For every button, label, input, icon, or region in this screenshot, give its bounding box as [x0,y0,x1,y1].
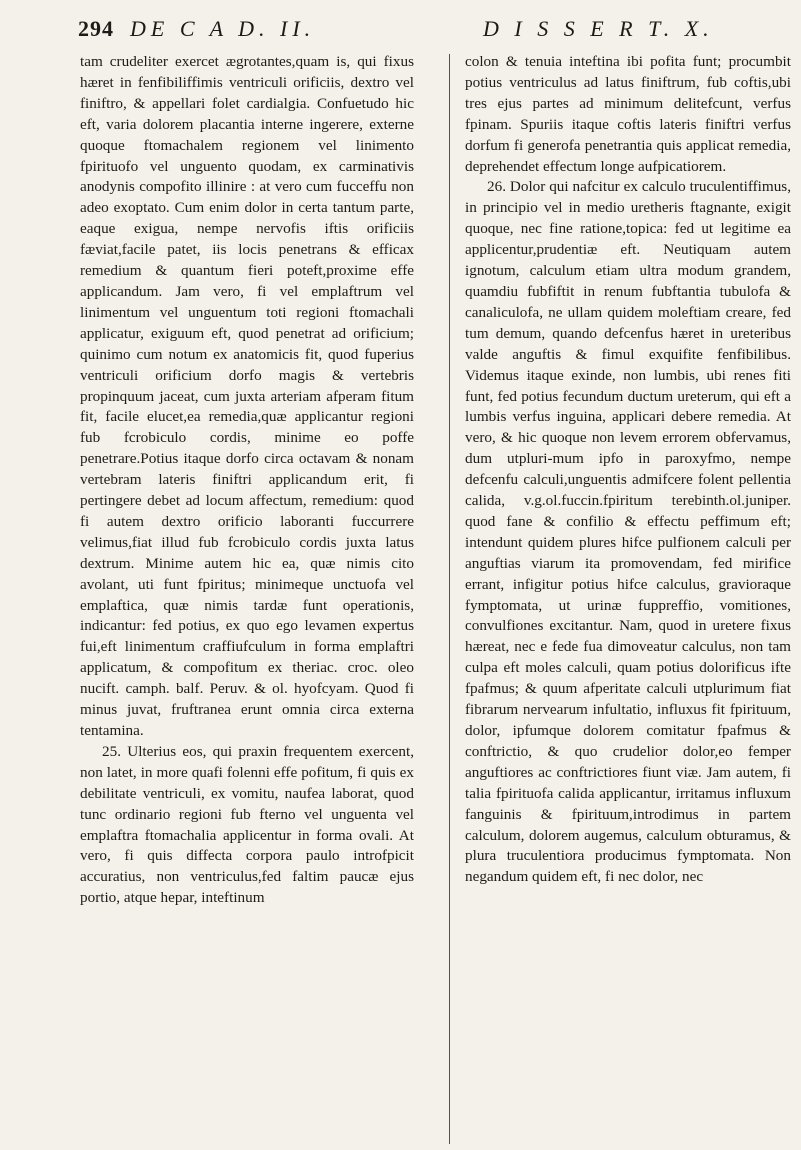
paragraph-26: 26. Dolor qui nafcitur ex calculo truculentiffimus, in principio vel in medio uretheris ftagnante, exigit quoque, nec fine ratione,topica: fed ut legitime ea applicentur,prudentiæ eft. Neutiquam autem ignotum, calculum etiam ultra modum grandem, quamdiu fubfiftit in renum fubftantia tubulofa & canaliculofa, ne ullam quidem moleftiam creare, fed tum demum, quando defcenfus hæret in ureteribus valde anguftis & fimul exquifite fenfibilibus. Videmus itaque exinde, non lumbis, ubi renes fiti funt, fed potius fecundum ductum ureterum, qui eft a lumbis verfus inguina, applicari debere remedia. At vero, & hic quoque non levem errorem obfervamus, dum utpluri-mum ipfo in paroxyfmo, nempe defcenfu calculi,unguentis admifcere folent pellentia calida, v.g.ol.fuccin.fpiritum terebinth.ol.juniper. quod fane & confilio & effectu peffimum eft; intendunt quidem plures hifce pulfionem calculi per anguftias viarum ita promovendam, fed mirifice errant, infigitur potius hifce calculus, gravioraque fymptomata, ut urinæ fuppreffio, vomitiones, convulfiones excitantur. Nam, quod in uretere fixus hæreat, nec e fede fua dimoveatur calculus, non tam culpa eft moles calculi, quam potius dolorificus ifte fpafmus; & quum afperitate calculi utplurimum fiat fibrarum nervearum infultatio, influxus fit fpirituum, dolor, ipfumque dolorem comitatur fpafmus & conftrictio, & quo crudelior dolor,eo femper anguftiores ac conftrictiores fiunt viæ. Jam autem, fi talia fpirituofa calida applicantur, irritamus influxum fanguinis & fpirituum,introdimus in partem calculum, dolorem augemus, calculum obturamus, & plura truculentiora producimus fymptomata. Non negandum quidem eft, fi nec dolor, nec [465,178,791,886]
page-number: 294 [78,16,114,41]
paragraph: colon & tenuia inteftina ibi pofita funt; procumbit potius ventriculus ad latus finiftrum, fub coftis,ubi tres ejus partes ad minimum delitefcunt, verfus fpinam. Spuriis itaque coftis lateris finiftri verfus dorfum fi generofa penetrantia quis applicat remedia, deprehendet effectum longe aufpicatiorem. [465,53,791,175]
left-column [80,52,414,909]
running-title: DE C A D. II. [130,16,316,41]
running-title-section: D I S S E R T. X. [483,16,714,41]
paragraph-25: 25. Ulterius eos, qui praxin frequentem exercent, non latet, in more quafi folenni effe pofitum, fi quis ex debilitate ventriculi, ex vomitu, naufea laborat, quod tunc ordinario regioni fub fterno vel unguenta vel emplaftra ftomachalia applicentur in forma ovali. At vero, fi quis diffecta corpora paulo introfpicit accuratius, non ventriculus,fed faltim paucæ ejus portio, atque hepar, inteftinum [80,742,414,907]
right-column [465,52,791,888]
paragraph: tam crudeliter exercet ægrotantes,quam is, qui fixus hæret in fenfibiliffimis ventriculi orificiis, dextro vel finiftro, & appellari folet cardialgia. Confuetudo hic eft, varia dolorem placantia interne ingerere, externe quoque ftomachalem regionem vel linimento fpirituofo vel unguento quodam, ex carminativis anodynis compofito illinire : at vero cum fucceffu non adeo exoptato. Cum enim dolor in certa tantum parte, eaque exigua, nempe nervofis iftis orificiis fæviat,facile patet, iis locis penetrans & efficax remedium & quantum fieri poteft,proxime effe applicandum. Jam vero, fi vel emplaftrum vel linimentum vel unguentum toti regioni ftomachali applicatur, exiguum eft, quod penetrat ad orificium; quinimo cum notum ex anatomicis fit, quod fuperius ventriculi orificium dorfo magis & vertebris propinquum jaceat, cum juxta arteriam afperam fitum fit, facile elucet,ea remedia,quæ applicantur regioni fub fcrobiculo cordis, minime eo poffe penetrare.Potius itaque dorfo circa octavam & nonam vertebram lateris finiftri applicandum erit, fi pertingere debet ad locum affectum, remedium: quod fi autem dextro orificio laboranti fuccurrere velimus,fiat illud fub fcrobiculo cordis juxta latus dextrum. Minime autem hic ea, quæ nimis cito avolant, uti funt fpiritus; minimeque unctuofa vel emplaftica, quæ nimis tardæ funt operationis, indicantur: fed potius, ex quo ego levamen expertus fui,eft linimentum craffiufculum in forma emplaftri applicatum, & compofitum ex theriac. croc. oleo nucift. camph. balf. Peruv. & ol. hyofcyam. Quod fi minus juvat, fruftranea erunt omnia circa externa tentamina. [80,53,414,739]
page-header [78,16,781,46]
column-divider [449,54,450,1144]
